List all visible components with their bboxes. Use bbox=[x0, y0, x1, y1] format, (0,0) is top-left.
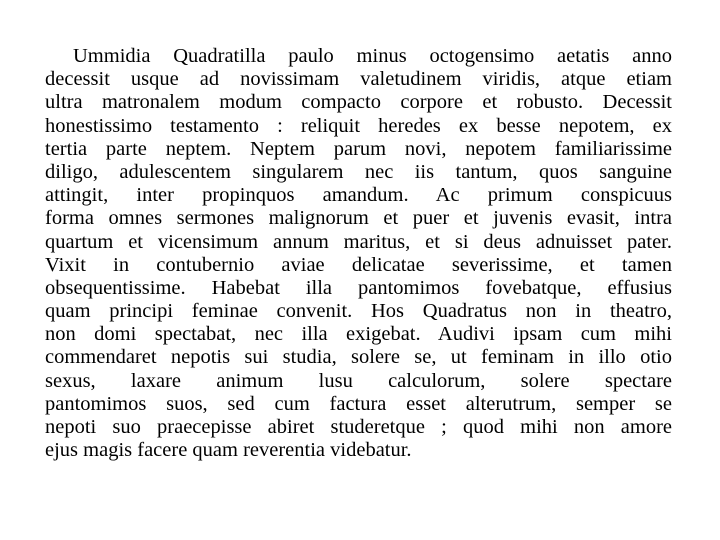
paragraph-line: non domi spectabat, nec illa exigebat. Audivi ipsam cum mihi bbox=[45, 323, 672, 346]
latin-paragraph bbox=[45, 45, 672, 462]
paragraph-line: commendaret nepotis sui studia, solere se, ut feminam in illo otio bbox=[45, 346, 672, 369]
paragraph-line: pantomimos suos, sed cum factura esset alterutrum, semper se bbox=[45, 392, 672, 415]
paragraph-line: decessit usque ad novissimam valetudinem viridis, atque etiam bbox=[45, 68, 672, 91]
paragraph-line: ultra matronalem modum compacto corpore et robusto. Decessit bbox=[45, 91, 672, 114]
paragraph-line: Ummidia Quadratilla paulo minus octogensimo aetatis anno bbox=[73, 45, 672, 67]
paragraph-line: nepoti suo praecepisse abiret studeretque ; quod mihi non amore bbox=[45, 416, 672, 438]
paragraph-line: honestissimo testamento : reliquit heredes ex besse nepotem, ex bbox=[45, 114, 672, 137]
paragraph-line: quartum et vicensimum annum maritus, et si deus adnuisset pater. bbox=[45, 230, 672, 253]
paragraph-line: Vixit in contubernio aviae delicatae severissime, et tamen bbox=[45, 253, 672, 276]
paragraph-line: quam principi feminae convenit. Hos Quadratus non in theatro, bbox=[45, 300, 672, 323]
paragraph-line: forma omnes sermones malignorum et puer et juvenis evasit, intra bbox=[45, 207, 672, 230]
paragraph-line: obsequentissime. Habebat illa pantomimos fovebatque, effusius bbox=[45, 276, 672, 299]
paragraph-line: sexus, laxare animum lusu calculorum, solere spectare bbox=[45, 369, 672, 392]
paragraph-line: ejus magis facere quam reverentia videbatur. bbox=[45, 439, 412, 462]
paragraph-line: diligo, adulescentem singularem nec iis tantum, quos sanguine bbox=[45, 160, 672, 183]
paragraph-line: attingit, inter propinquos amandum. Ac primum conspicuus bbox=[45, 184, 672, 207]
paragraph-line: tertia parte neptem. Neptem parum novi, nepotem familiarissime bbox=[45, 137, 672, 160]
